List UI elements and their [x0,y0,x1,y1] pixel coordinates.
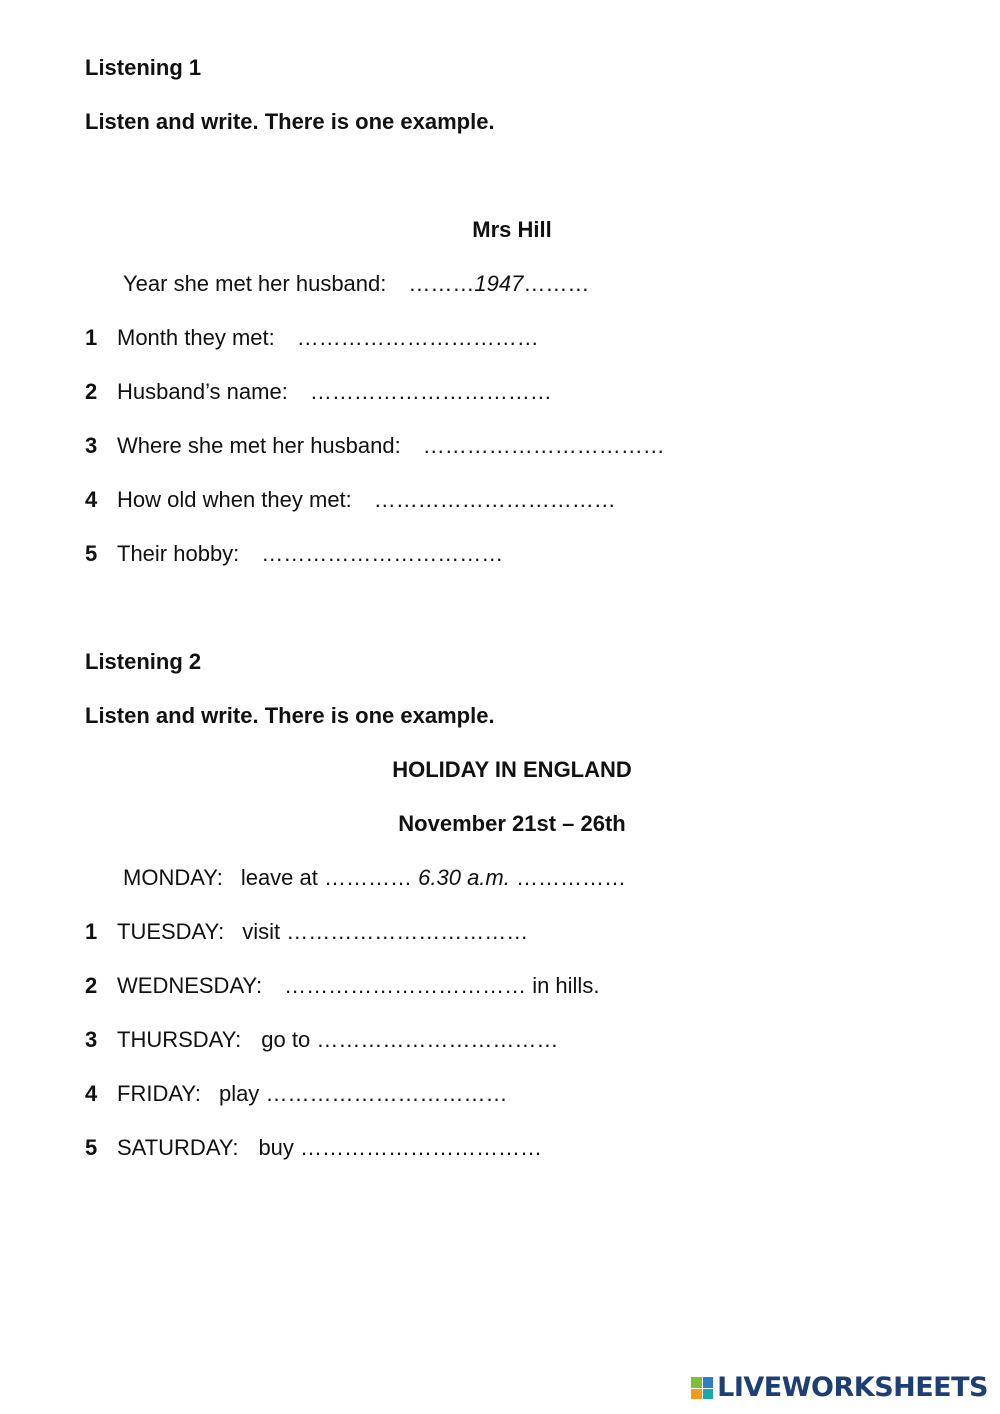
question-label: Their hobby: [117,541,240,566]
day-text: go to [261,1027,311,1052]
answer-blank[interactable]: …………………………… [309,379,552,404]
day-text: play [218,1081,260,1106]
example-answer: 1947 [474,271,524,296]
example-row-1 [123,270,589,298]
day-text: visit [242,919,281,944]
logo-text: LIVEWORKSHEETS [717,1372,988,1403]
question-label: Where she met her husband: [117,433,401,458]
instruction-listening-2: Listen and write. There is one example. [85,703,495,728]
question-number: 1 [85,919,98,944]
question-number: 3 [85,433,98,458]
question-number: 1 [85,325,98,350]
answer-blank[interactable]: …………………………… [316,1027,559,1052]
question-number: 4 [85,487,98,512]
question-label: Husband’s name: [117,379,288,404]
example-text: leave at [240,865,318,890]
day-label: TUESDAY: [117,919,225,944]
question-number: 5 [85,1135,98,1160]
subtitle-dates: November 21st – 26th [398,811,626,836]
day-label: SATURDAY: [117,1135,239,1160]
instruction-listening-1: Listen and write. There is one example. [85,109,495,134]
question-label: Month they met: [117,325,275,350]
answer-blank[interactable]: …………………………… [265,1081,508,1106]
answer-blank[interactable]: …………………………… [286,919,529,944]
day-label: WEDNESDAY: [117,973,263,998]
answer-blank[interactable]: …………………………… [373,487,616,512]
title-holiday-in-england: HOLIDAY IN ENGLAND [392,757,632,782]
example-dots-pre: ……… [408,271,475,296]
question-number: 2 [85,379,98,404]
example-dots-post: ……… [523,271,590,296]
title-mrs-hill: Mrs Hill [472,217,552,242]
liveworksheets-logo-icon [691,1377,713,1399]
example-dots-pre: ………… [324,865,413,890]
day-label: FRIDAY: [117,1081,201,1106]
question-number: 5 [85,541,98,566]
answer-blank[interactable]: …………………………… [296,325,539,350]
answer-blank[interactable]: …………………………… [300,1135,543,1160]
question-number: 2 [85,973,98,998]
example-day: MONDAY: [123,865,223,890]
example-answer: 6.30 a.m. [418,865,510,890]
day-text: buy [258,1135,294,1160]
example-label: Year she met her husband: [123,271,387,296]
example-dots-post: …………… [515,865,626,890]
day-after-text: in hills. [532,973,600,998]
question-number: 4 [85,1081,98,1106]
liveworksheets-logo [691,1372,988,1404]
question-label: How old when they met: [117,487,352,512]
day-label: THURSDAY: [117,1027,242,1052]
answer-blank[interactable]: …………………………… [284,973,527,998]
question-number: 3 [85,1027,98,1052]
example-row-2 [123,864,626,892]
section-heading-listening-2: Listening 2 [85,649,202,674]
answer-blank[interactable]: …………………………… [422,433,665,458]
answer-blank[interactable]: …………………………… [261,541,504,566]
section-heading-listening-1: Listening 1 [85,55,202,80]
